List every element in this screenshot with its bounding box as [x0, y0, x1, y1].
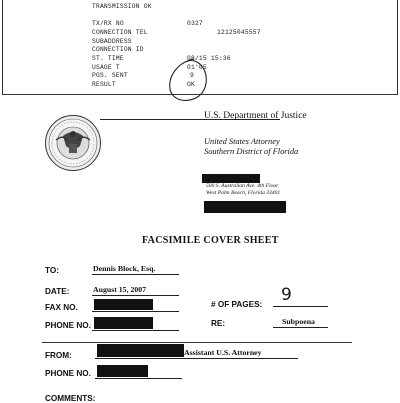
to-underline: [92, 274, 179, 275]
doj-seal-icon: [44, 114, 102, 172]
connection-tel-label: CONNECTION TEL: [92, 29, 148, 36]
st-time-value: 08/15 15:36: [187, 55, 231, 62]
from-label: FROM:: [45, 351, 72, 360]
re-underline: [273, 327, 328, 328]
pages-underline: [273, 306, 328, 307]
pages-value: 9: [281, 285, 292, 305]
cover-sheet-title: FACSIMILE COVER SHEET: [142, 235, 279, 246]
subaddress-label: SUBADDRESS: [92, 38, 132, 45]
connection-id-label: CONNECTION ID: [92, 46, 144, 53]
connection-tel-value: 12125045557: [217, 29, 261, 36]
address-line1: 500 S. Australian Ave. 4th Floor: [206, 183, 279, 189]
usage-time-label: USAGE T: [92, 64, 120, 71]
fax-underline: [92, 311, 179, 312]
phone2-underline: [95, 378, 182, 379]
redaction-block: [204, 201, 286, 213]
form-divider: [42, 342, 352, 343]
office-line1: United States Attorney: [204, 137, 280, 146]
redaction-block: [94, 299, 153, 310]
tx-rx-value: 0327: [187, 20, 203, 27]
pages-label: # OF PAGES:: [211, 300, 263, 309]
to-value: Dennis Block, Esq.: [93, 264, 156, 273]
st-time-label: ST. TIME: [92, 55, 124, 62]
re-label: RE:: [211, 319, 226, 328]
phone2-label: PHONE NO.: [45, 369, 91, 378]
redaction-block: [202, 174, 260, 183]
date-underline: [92, 295, 179, 296]
redaction-block: [97, 344, 184, 357]
re-value: Subpoena: [282, 317, 315, 326]
pages-sent-value: 9: [190, 72, 194, 79]
redaction-block: [97, 365, 148, 377]
tx-rx-label: TX/RX NO: [92, 20, 124, 27]
fax-label: FAX NO.: [45, 303, 78, 312]
date-value: August 15, 2007: [93, 285, 147, 294]
phone-underline: [92, 330, 179, 331]
office-line2: Southern District of Florida: [204, 147, 299, 156]
pages-sent-label: PGS. SENT: [92, 72, 128, 79]
usage-time-value: 01'05: [187, 64, 207, 71]
date-label: DATE:: [45, 287, 70, 296]
to-label: TO:: [45, 266, 59, 275]
from-value: Assistant U.S. Attorney: [184, 348, 262, 357]
redaction-block: [94, 317, 153, 329]
result-label: RESULT: [92, 81, 116, 88]
address-line2: West Palm Beach, Florida 33401: [206, 190, 281, 196]
transmission-status: TRANSMISSION OK: [92, 3, 152, 10]
department-name: U.S. Department of Justice: [204, 111, 307, 121]
handwritten-circle-icon: [164, 56, 212, 106]
result-value: OK: [187, 81, 195, 88]
comments-label: COMMENTS:: [45, 394, 96, 403]
from-underline: [95, 358, 298, 359]
phone-label: PHONE NO.: [45, 321, 91, 330]
